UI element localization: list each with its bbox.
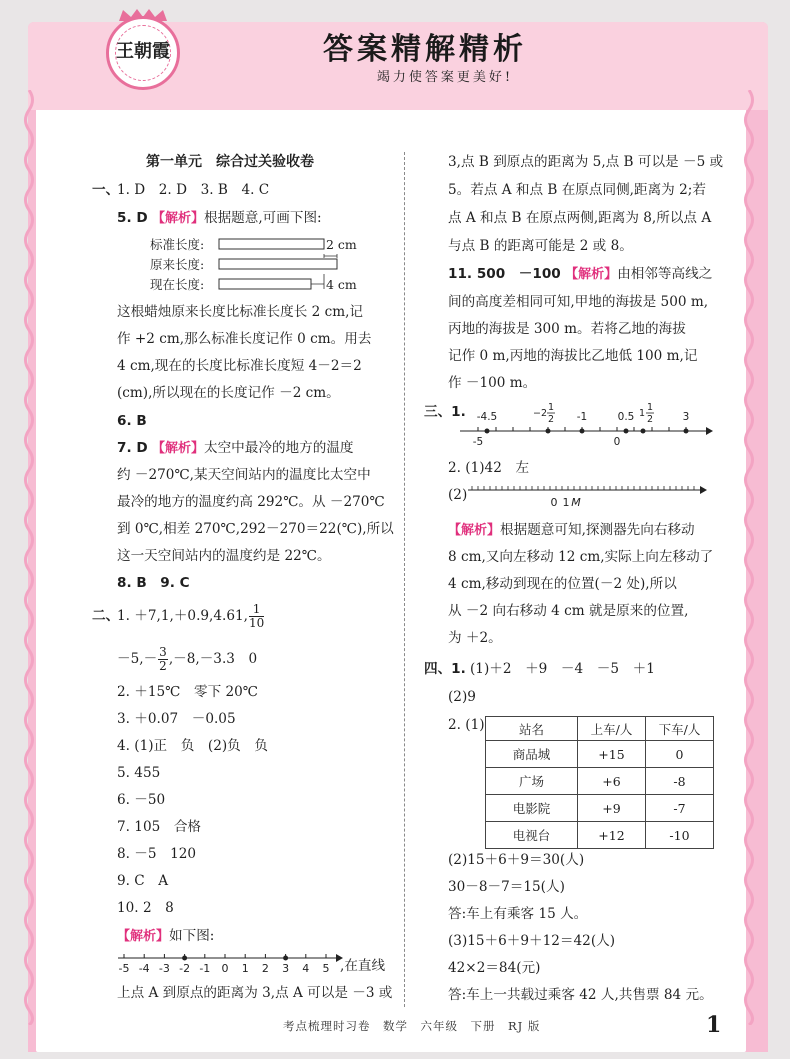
number-line-minus5-to-5 (114, 950, 344, 980)
nl-label-0: 0 (613, 436, 621, 448)
section-2-label: 二、 (92, 608, 120, 624)
table-cell: -7 (646, 795, 714, 822)
table-cell: -8 (646, 768, 714, 795)
table-cell: 0 (646, 741, 714, 768)
after-table-line-5: 42×2＝84(元) (448, 960, 541, 976)
s4-q1b-answer: (2)9 (448, 689, 476, 705)
s2-q7: 7. 105 合格 (117, 819, 202, 835)
after-table-line-4: (3)15＋6＋9＋12＝42(人) (448, 933, 616, 949)
point-marker (182, 956, 187, 961)
s2-q8: 8. －5 120 (117, 846, 197, 862)
jiexi-tag: 【解析】 (151, 211, 204, 226)
nl-label-minus1: -1 (576, 411, 588, 423)
table-header-cell: 上车/人 (578, 717, 646, 741)
s2-q9: 9. C A (117, 873, 169, 889)
table-row (486, 795, 714, 822)
q7-first: 太空中最冷的地方的温度 (203, 440, 354, 456)
s2-q2: 2. ＋15℃ 零下 20℃ (117, 684, 258, 700)
frac-den: 2 (159, 659, 167, 673)
after-table-line-1: (2)15＋6＋9＝30(人) (448, 852, 585, 868)
s2-q1b-pre: －5,－ (117, 651, 158, 667)
q5-line (117, 208, 322, 229)
q5-explain-line-2: 作 +2 cm,那么标准长度记作 0 cm。用去 (117, 331, 372, 347)
cont-line-2: 5。若点 A 和点 B 在原点同侧,距离为 2;若 (448, 182, 706, 198)
table-header-cell: 站名 (486, 717, 578, 741)
nl-frac-minus2-half (533, 402, 555, 425)
cont-line-4: 与点 B 的距离可能是 2 或 8。 (448, 238, 633, 254)
q5-number: 5. D (117, 210, 148, 226)
jiexi-tag: 【解析】 (117, 929, 170, 944)
nl-label-minus4.5: -4.5 (476, 411, 498, 423)
q7-explain-line-2: 最冷的地方的温度约高 292℃。从 －270℃ (117, 494, 385, 510)
q7-explain-line-4: 这一天空间站内的温度约是 22℃。 (117, 548, 331, 564)
s3-q2-jx-first: 根据题意可知,探测器先向右移动 (500, 522, 695, 538)
q8-9-answers: 8. B 9. C (117, 575, 190, 591)
bar-label-current: 现在长度: (150, 277, 205, 292)
unit-title: 第一单元 综合过关验收卷 (146, 154, 314, 170)
table-cell: -10 (646, 822, 714, 849)
bus-passenger-table (485, 716, 714, 849)
table-cell: +6 (578, 768, 646, 795)
q7-line (117, 438, 354, 459)
bar-4cm-label: 4 cm (326, 277, 357, 292)
q7-number: 7. D (117, 440, 148, 456)
nl-label-3: 3 (682, 411, 690, 423)
tick-label: -1 (199, 962, 211, 975)
q5-explain-line-3: 4 cm,现在的长度比标准长度短 4－2＝2 (117, 358, 362, 374)
q5-explain-line-4: (cm),所以现在的长度记作 －2 cm。 (117, 385, 340, 401)
table-cell: +12 (578, 822, 646, 849)
svg-text:−2: −2 (532, 408, 548, 419)
after-table-line-6: 答:车上一共载过乘客 42 人,共售票 84 元。 (448, 987, 713, 1003)
s3-q2-jx-line-3: 4 cm,移动到现在的位置(－2 处),所以 (448, 576, 677, 592)
s2-q3: 3. ＋0.07 －0.05 (117, 711, 236, 727)
svg-text:1: 1 (638, 408, 646, 419)
s3-q2-line1: 2. (1)42 左 (448, 460, 530, 476)
bar-label-standard: 标准长度: (150, 237, 205, 252)
q10-last-line: 上点 A 到原点的距离为 3,点 A 可以是 －3 或 (117, 985, 393, 1001)
s2-q4: 4. (1)正 负 (2)负 负 (117, 738, 268, 754)
bar-label-original: 原来长度: (150, 257, 205, 272)
page-number: 1 (706, 1012, 722, 1038)
after-table-line-3: 答:车上有乘客 15 人。 (448, 906, 588, 922)
table-cell: 广场 (486, 768, 578, 795)
ruler-number-line (466, 482, 710, 512)
tick-label: -3 (158, 962, 170, 975)
table-row (486, 822, 714, 849)
s3-q2-jx-line-5: 为 ＋2。 (448, 630, 502, 646)
section-3-label: 三、1. (424, 404, 466, 420)
fraction-three-halves (158, 646, 168, 673)
q7-explain-line-3: 到 0℃,相差 270℃,292－270＝22(℃),所以 (117, 521, 394, 537)
s2-q1-line (117, 597, 265, 635)
ruler-m: M (571, 496, 581, 509)
q6-answer: 6. B (117, 413, 147, 429)
cont-line-3: 点 A 和点 B 在原点两侧,距离为 8,所以点 A (448, 210, 712, 226)
q11-line-4: 记作 0 m,丙地的海拔比乙地低 100 m,记 (448, 348, 698, 364)
table-cell: 电视台 (486, 822, 578, 849)
table-row (486, 741, 714, 768)
table-cell: +15 (578, 741, 646, 768)
column-divider (404, 152, 405, 1007)
q1-4-answers: 1. D 2. D 3. B 4. C (117, 182, 270, 198)
q11-number: 11. 500 －100 (448, 266, 561, 282)
s3-q2-jx-line-2: 8 cm,又向左移动 12 cm,实际上向左移动了 (448, 549, 714, 565)
svg-text:1: 1 (547, 402, 555, 413)
section-1-label: 一、 (92, 182, 120, 198)
tick-label: 1 (241, 962, 249, 975)
nl-frac-1-half (639, 402, 654, 425)
q11-line-3: 丙地的海拔是 300 m。若将乙地的海拔 (448, 321, 686, 337)
s3-q2-line2-label: (2) (448, 487, 468, 503)
bar-2cm-label: 2 cm (326, 237, 357, 252)
footer-text: 考点梳理时习卷 数学 六年级 下册 RJ 版 (283, 1019, 541, 1033)
q11-line-5: 作 －100 m。 (448, 375, 537, 391)
numline-after-text: ,在直线 (340, 958, 386, 974)
nl-label-0.5: 0.5 (617, 411, 635, 423)
point-marker (283, 956, 288, 961)
jiexi-tag: 【解析】 (151, 441, 204, 456)
q11-line (448, 264, 712, 285)
ruler-one: 1 (562, 496, 570, 509)
page-title: 答案精解精析 (323, 32, 527, 67)
svg-text:1: 1 (646, 402, 654, 413)
s3-q2-jx-line (448, 520, 695, 541)
frac-num: 3 (159, 645, 167, 659)
q10-text: 如下图: (169, 928, 215, 944)
s2-q10: 10. 2 8 (117, 900, 174, 916)
left-wavy-border (22, 90, 36, 1025)
tick-label: 0 (221, 962, 229, 975)
table-cell: 商品城 (486, 741, 578, 768)
ruler-zero: 0 (550, 496, 558, 509)
svg-text:2: 2 (547, 414, 555, 425)
s3-q2-jx-line-4: 从 －2 向右移动 4 cm 就是原来的位置, (448, 603, 689, 619)
frac-num: 1 (249, 603, 264, 617)
q11-first: 由相邻等高线之 (617, 266, 713, 282)
q5-text: 根据题意,可画下图: (203, 210, 322, 226)
jiexi-tag: 【解析】 (448, 523, 501, 538)
page-subtitle: 竭力使答案更美好! (376, 70, 514, 85)
logo-text: 王朝霞 (116, 41, 170, 62)
fraction-one-tenth (249, 603, 264, 630)
s2-q1-text: 1. ＋7,1,＋0.9,4.61, (117, 608, 248, 624)
table-row (486, 768, 714, 795)
table-cell: +9 (578, 795, 646, 822)
svg-text:2: 2 (646, 414, 654, 425)
right-wavy-border (742, 90, 756, 1025)
tick-label: 3 (282, 962, 290, 975)
table-header-row (486, 717, 714, 741)
jiexi-tag: 【解析】 (565, 267, 618, 282)
tick-label: 5 (322, 962, 330, 975)
s4-q2-label: 2. (1) (448, 717, 485, 733)
tick-label: -5 (118, 962, 130, 975)
s2-q6: 6. －50 (117, 792, 166, 808)
nl-label-minus5: -5 (472, 436, 484, 448)
q7-explain-line-1: 约 －270℃,某天空间站内的温度比太空中 (117, 467, 371, 483)
q11-line-2: 间的高度差相同可知,甲地的海拔是 500 m, (448, 294, 709, 310)
tick-label: -2 (179, 962, 191, 975)
cont-line-1: 3,点 B 到原点的距离为 5,点 B 可以是 －5 或 (448, 154, 724, 170)
tick-label: 2 (261, 962, 269, 975)
frac-den: 10 (248, 616, 265, 630)
tick-label: -4 (138, 962, 150, 975)
q5-explain-line-1: 这根蜡烛原来长度比标准长度长 2 cm,记 (117, 304, 364, 320)
s2-q1b-line (117, 640, 257, 678)
s4-q1-answer: (1)＋2 ＋9 －4 －5 ＋1 (470, 661, 655, 677)
number-line-points (458, 398, 714, 450)
table-header-cell: 下车/人 (646, 717, 714, 741)
s2-q1b-post: ,－8,－3.3 0 (168, 651, 258, 667)
section-4-label: 四、1. (424, 661, 466, 677)
table-cell: 电影院 (486, 795, 578, 822)
q10-explain-line (117, 926, 214, 947)
tick-label: 4 (302, 962, 310, 975)
after-table-line-2: 30－8－7＝15(人) (448, 879, 565, 895)
s2-q5: 5. 455 (117, 765, 161, 781)
